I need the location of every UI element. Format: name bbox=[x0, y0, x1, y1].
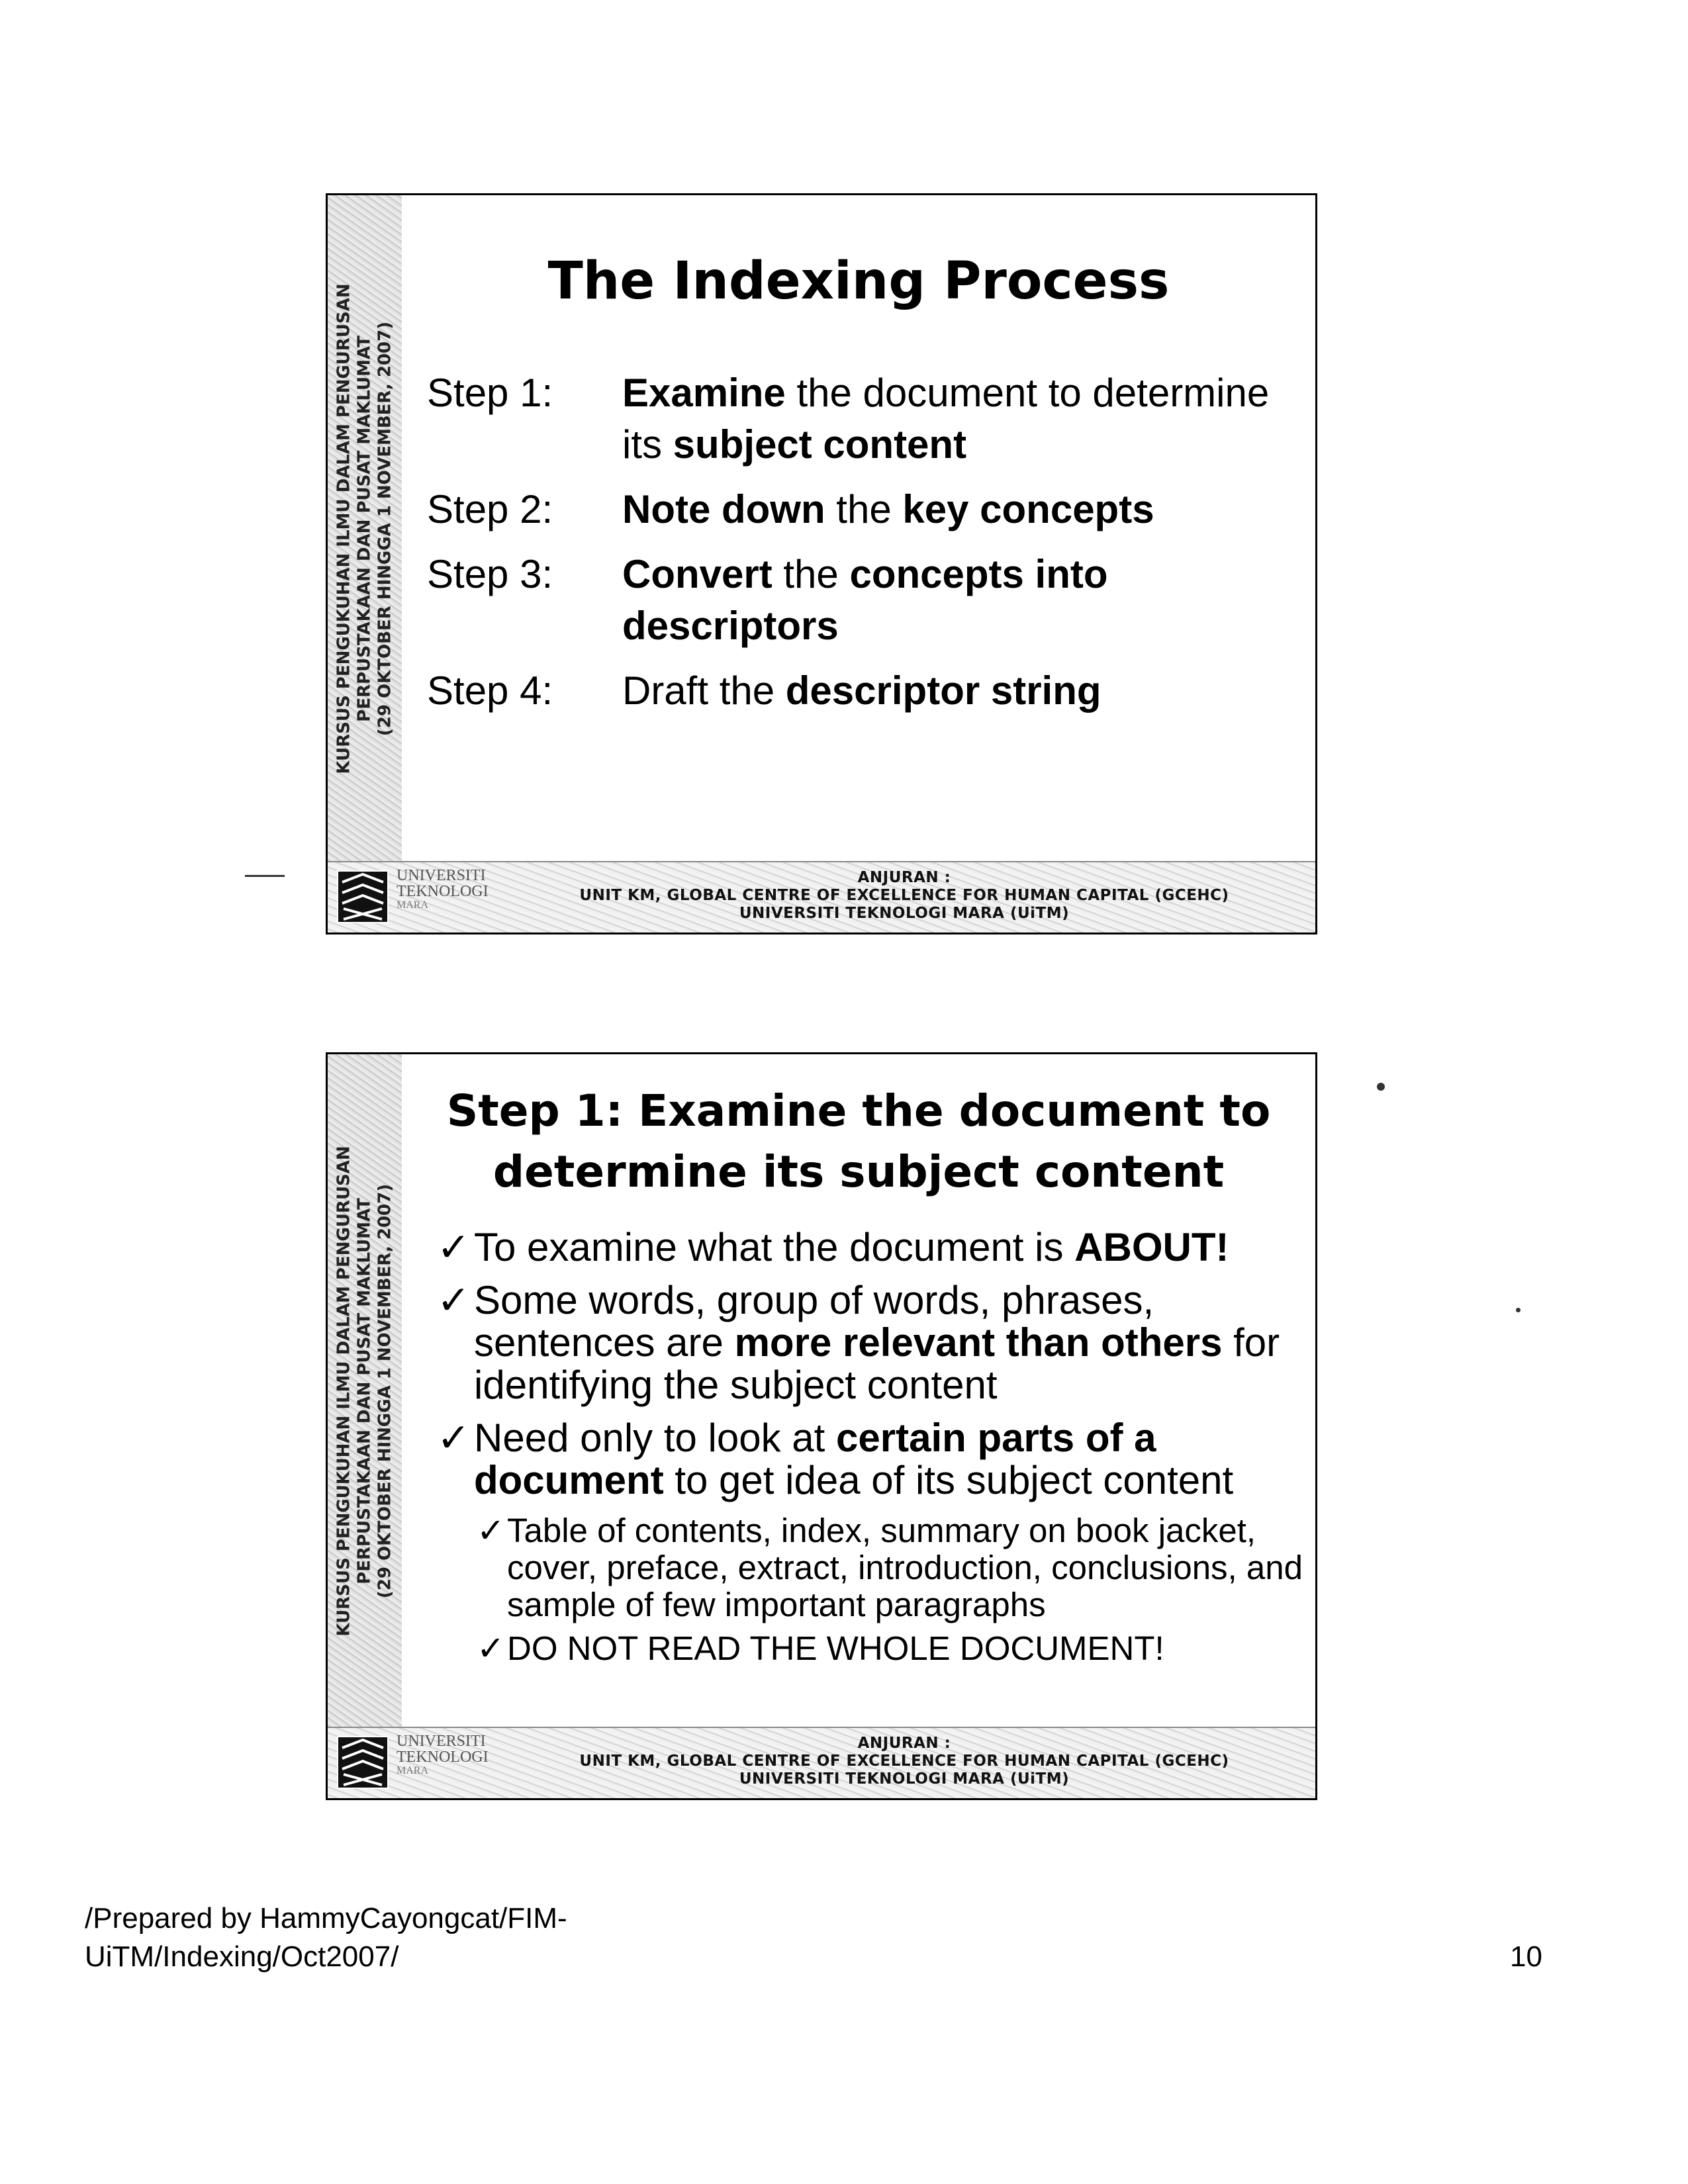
step-label: Step 1: bbox=[427, 371, 553, 415]
step-text: Note down the key concepts bbox=[622, 487, 1154, 531]
course-banner-text: KURSUS PENGUKUHAN ILMU DALAM PENGURUSAN PERPUSTAKAAN DAN PUSAT MAKLUMAT (29 OKTOBER HINGGA 1 NOVEMBER, 2007) bbox=[334, 283, 395, 774]
uitm-logo-text: UNIVERSITI TEKNOLOGI MARA bbox=[397, 1733, 489, 1776]
slide-step1-examine bbox=[326, 1052, 1317, 1800]
organizer-text: ANJURAN : UNIT KM, GLOBAL CENTRE OF EXCELLENCE FOR HUMAN CAPITAL (GCEHC) UNIVERSITI TEKNOLOGI MARA (UiTM) bbox=[579, 1735, 1229, 1788]
steps-list bbox=[427, 367, 1302, 730]
bullet-list bbox=[437, 1226, 1311, 1674]
step-label: Step 2: bbox=[427, 487, 553, 531]
course-sidebar-banner bbox=[328, 195, 402, 862]
uitm-logo-text: UNIVERSITI TEKNOLOGI MARA bbox=[397, 867, 489, 911]
bullet-item: ✓ Some words, group of words, phrases, sentences are more relevant than others for identifying the subject content bbox=[437, 1278, 1280, 1407]
scan-speck bbox=[1516, 1308, 1521, 1312]
checkmark-icon: ✓ bbox=[437, 1278, 471, 1322]
uitm-logo-icon bbox=[337, 1736, 389, 1789]
bullet-item: ✓ Need only to look at certain parts of a document to get idea of its subject content bbox=[437, 1416, 1234, 1502]
organizer-text: ANJURAN : UNIT KM, GLOBAL CENTRE OF EXCELLENCE FOR HUMAN CAPITAL (GCEHC) UNIVERSITI TEKNOLOGI MARA (UiTM) bbox=[579, 869, 1229, 922]
slide-title: Step 1: Examine the document to determine its subject content bbox=[446, 1085, 1271, 1197]
step-row bbox=[427, 484, 1302, 535]
page-number: 10 bbox=[1510, 1940, 1542, 1973]
checkmark-icon: ✓ bbox=[477, 1629, 505, 1667]
sub-bullet-item: ✓ Table of contents, index, summary on book jacket, cover, preface, extract, introduction, conclusions, and sample of few important paragraphs bbox=[477, 1512, 1303, 1623]
step-text: Convert the concepts into descriptors bbox=[622, 552, 1108, 648]
step-label: Step 4: bbox=[427, 668, 553, 713]
checkmark-icon: ✓ bbox=[477, 1512, 505, 1549]
bullet-item: ✓ To examine what the document is ABOUT! bbox=[437, 1225, 1229, 1269]
step-text: Examine the document to determine its subject content bbox=[622, 371, 1270, 467]
scan-speck bbox=[245, 875, 285, 877]
step-row bbox=[427, 549, 1302, 652]
checkmark-icon: ✓ bbox=[437, 1225, 471, 1269]
organizer-footer-banner bbox=[328, 1727, 1315, 1798]
prepared-by-note: /Prepared by HammyCayongcat/FIM- UiTM/Indexing/Oct2007/ bbox=[85, 1902, 567, 1973]
organizer-footer-banner bbox=[328, 861, 1315, 933]
step-row bbox=[427, 367, 1302, 471]
checkmark-icon: ✓ bbox=[437, 1416, 471, 1460]
sub-bullet-item: ✓ DO NOT READ THE WHOLE DOCUMENT! bbox=[477, 1629, 1164, 1667]
course-banner-text: KURSUS PENGUKUHAN ILMU DALAM PENGURUSAN PERPUSTAKAAN DAN PUSAT MAKLUMAT (29 OKTOBER HINGGA 1 NOVEMBER, 2007) bbox=[334, 1146, 395, 1637]
scan-speck bbox=[1377, 1083, 1385, 1091]
step-label: Step 3: bbox=[427, 552, 553, 596]
uitm-logo-icon bbox=[337, 870, 389, 923]
slide-title: The Indexing Process bbox=[547, 251, 1170, 311]
course-sidebar-banner bbox=[328, 1054, 402, 1728]
slide-indexing-process bbox=[326, 193, 1317, 934]
step-row bbox=[427, 665, 1302, 717]
step-text: Draft the descriptor string bbox=[622, 668, 1102, 713]
